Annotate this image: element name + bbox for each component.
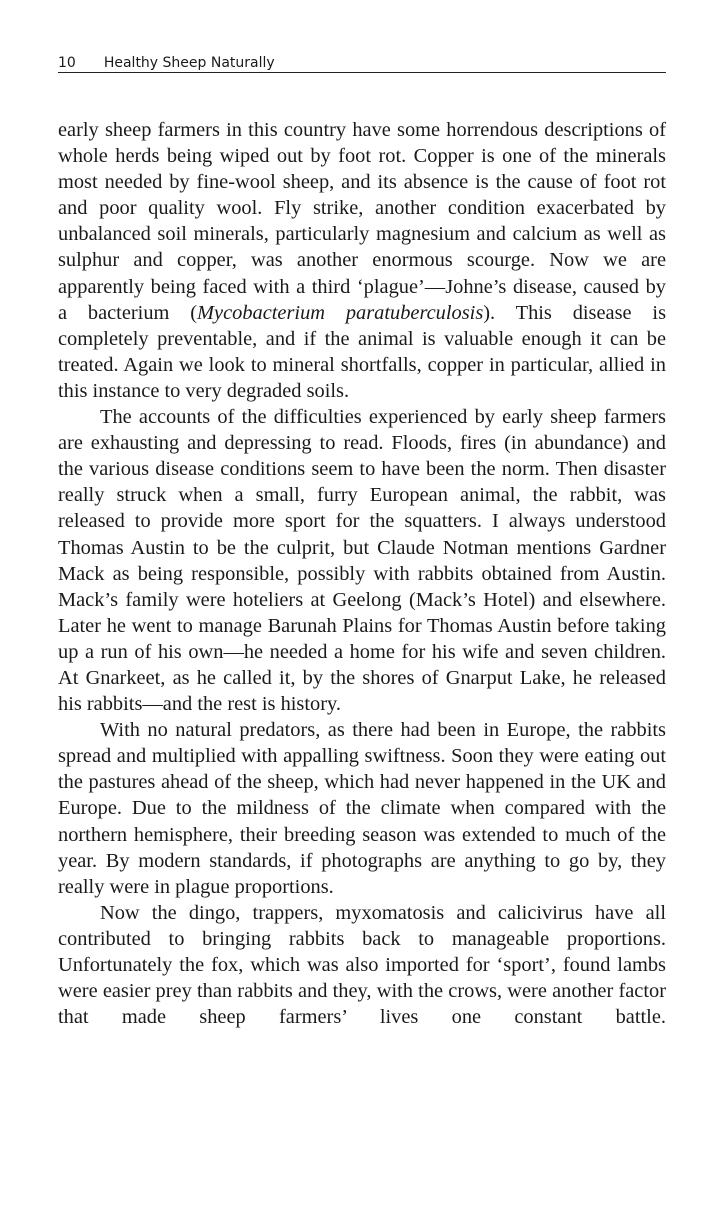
paragraph-1-text-b: ). This disease is completely preventable, and if the animal is valuable enough it can be treated. Again we look to mineral shortfalls, copper in particular, allied in this instance to very degraded soils.: [58, 301, 666, 402]
page-number: 10: [58, 55, 76, 71]
body-text: [58, 117, 666, 1030]
paragraph-4: Now the dingo, trappers, myxomatosis and calicivirus have all contributed to bringing rabbits back to manageable proportions. Unfortunately the fox, which was also imported for ‘sport’, found lambs were easier prey than rabbits and they, with the crows, were another factor that made sheep farmers’ lives one constant battle.: [58, 901, 666, 1029]
paragraph-2: The accounts of the difficulties experienced by early sheep farmers are exhausting and depressing to read. Floods, fires (in abundance) and the various disease conditions seem to have been the norm. Then disaster really struck when a small, furry European animal, the rabbit, was released to provide more sport for the squatters. I always understood Thomas Austin to be the culprit, but Claude Notman mentions Gardner Mack as being responsible, possibly with rabbits obtained from Austin. Mack’s family were hoteliers at Geelong (Mack’s Hotel) and elsewhere. Later he went to manage Barunah Plains for Thomas Austin before taking up a run of his own—he needed a home for his wife and seven children. At Gnarkeet, as he called it, by the shores of Gnarput Lake, he released his rabbits—and the rest is history.: [58, 406, 666, 716]
paragraph-1-text-a: early sheep farmers in this country have some horrendous descriptions of whole herds being wiped out by foot rot. Copper is one of the minerals most needed by fine-wool sheep, and its absence is the cause of foot rot and poor quality wool. Fly strike, another condition exacerbated by unbalanced soil minerals, particularly magnesium and calcium as well as sulphur and copper, was another enormous scourge. Now we are apparently being faced with a third ‘plague’—Johne’s disease, caused by a bacterium (: [58, 119, 666, 324]
book-page: [58, 54, 666, 1030]
running-head-title: Healthy Sheep Naturally: [103, 55, 275, 71]
running-head: [58, 54, 666, 73]
species-name: Mycobacterium paratuberculosis: [197, 301, 484, 324]
paragraph-3: With no natural predators, as there had been in Europe, the rabbits spread and multiplied with appalling swiftness. Soon they were eating out the pastures ahead of the sheep, which had never happened in the UK and Europe. Due to the mildness of the climate when compared with the northern hemisphere, their breeding season was extended to much of the year. By modern standards, if photographs are anything to go by, they really were in plague proportions.: [58, 719, 666, 898]
paragraph-1: [58, 117, 666, 404]
